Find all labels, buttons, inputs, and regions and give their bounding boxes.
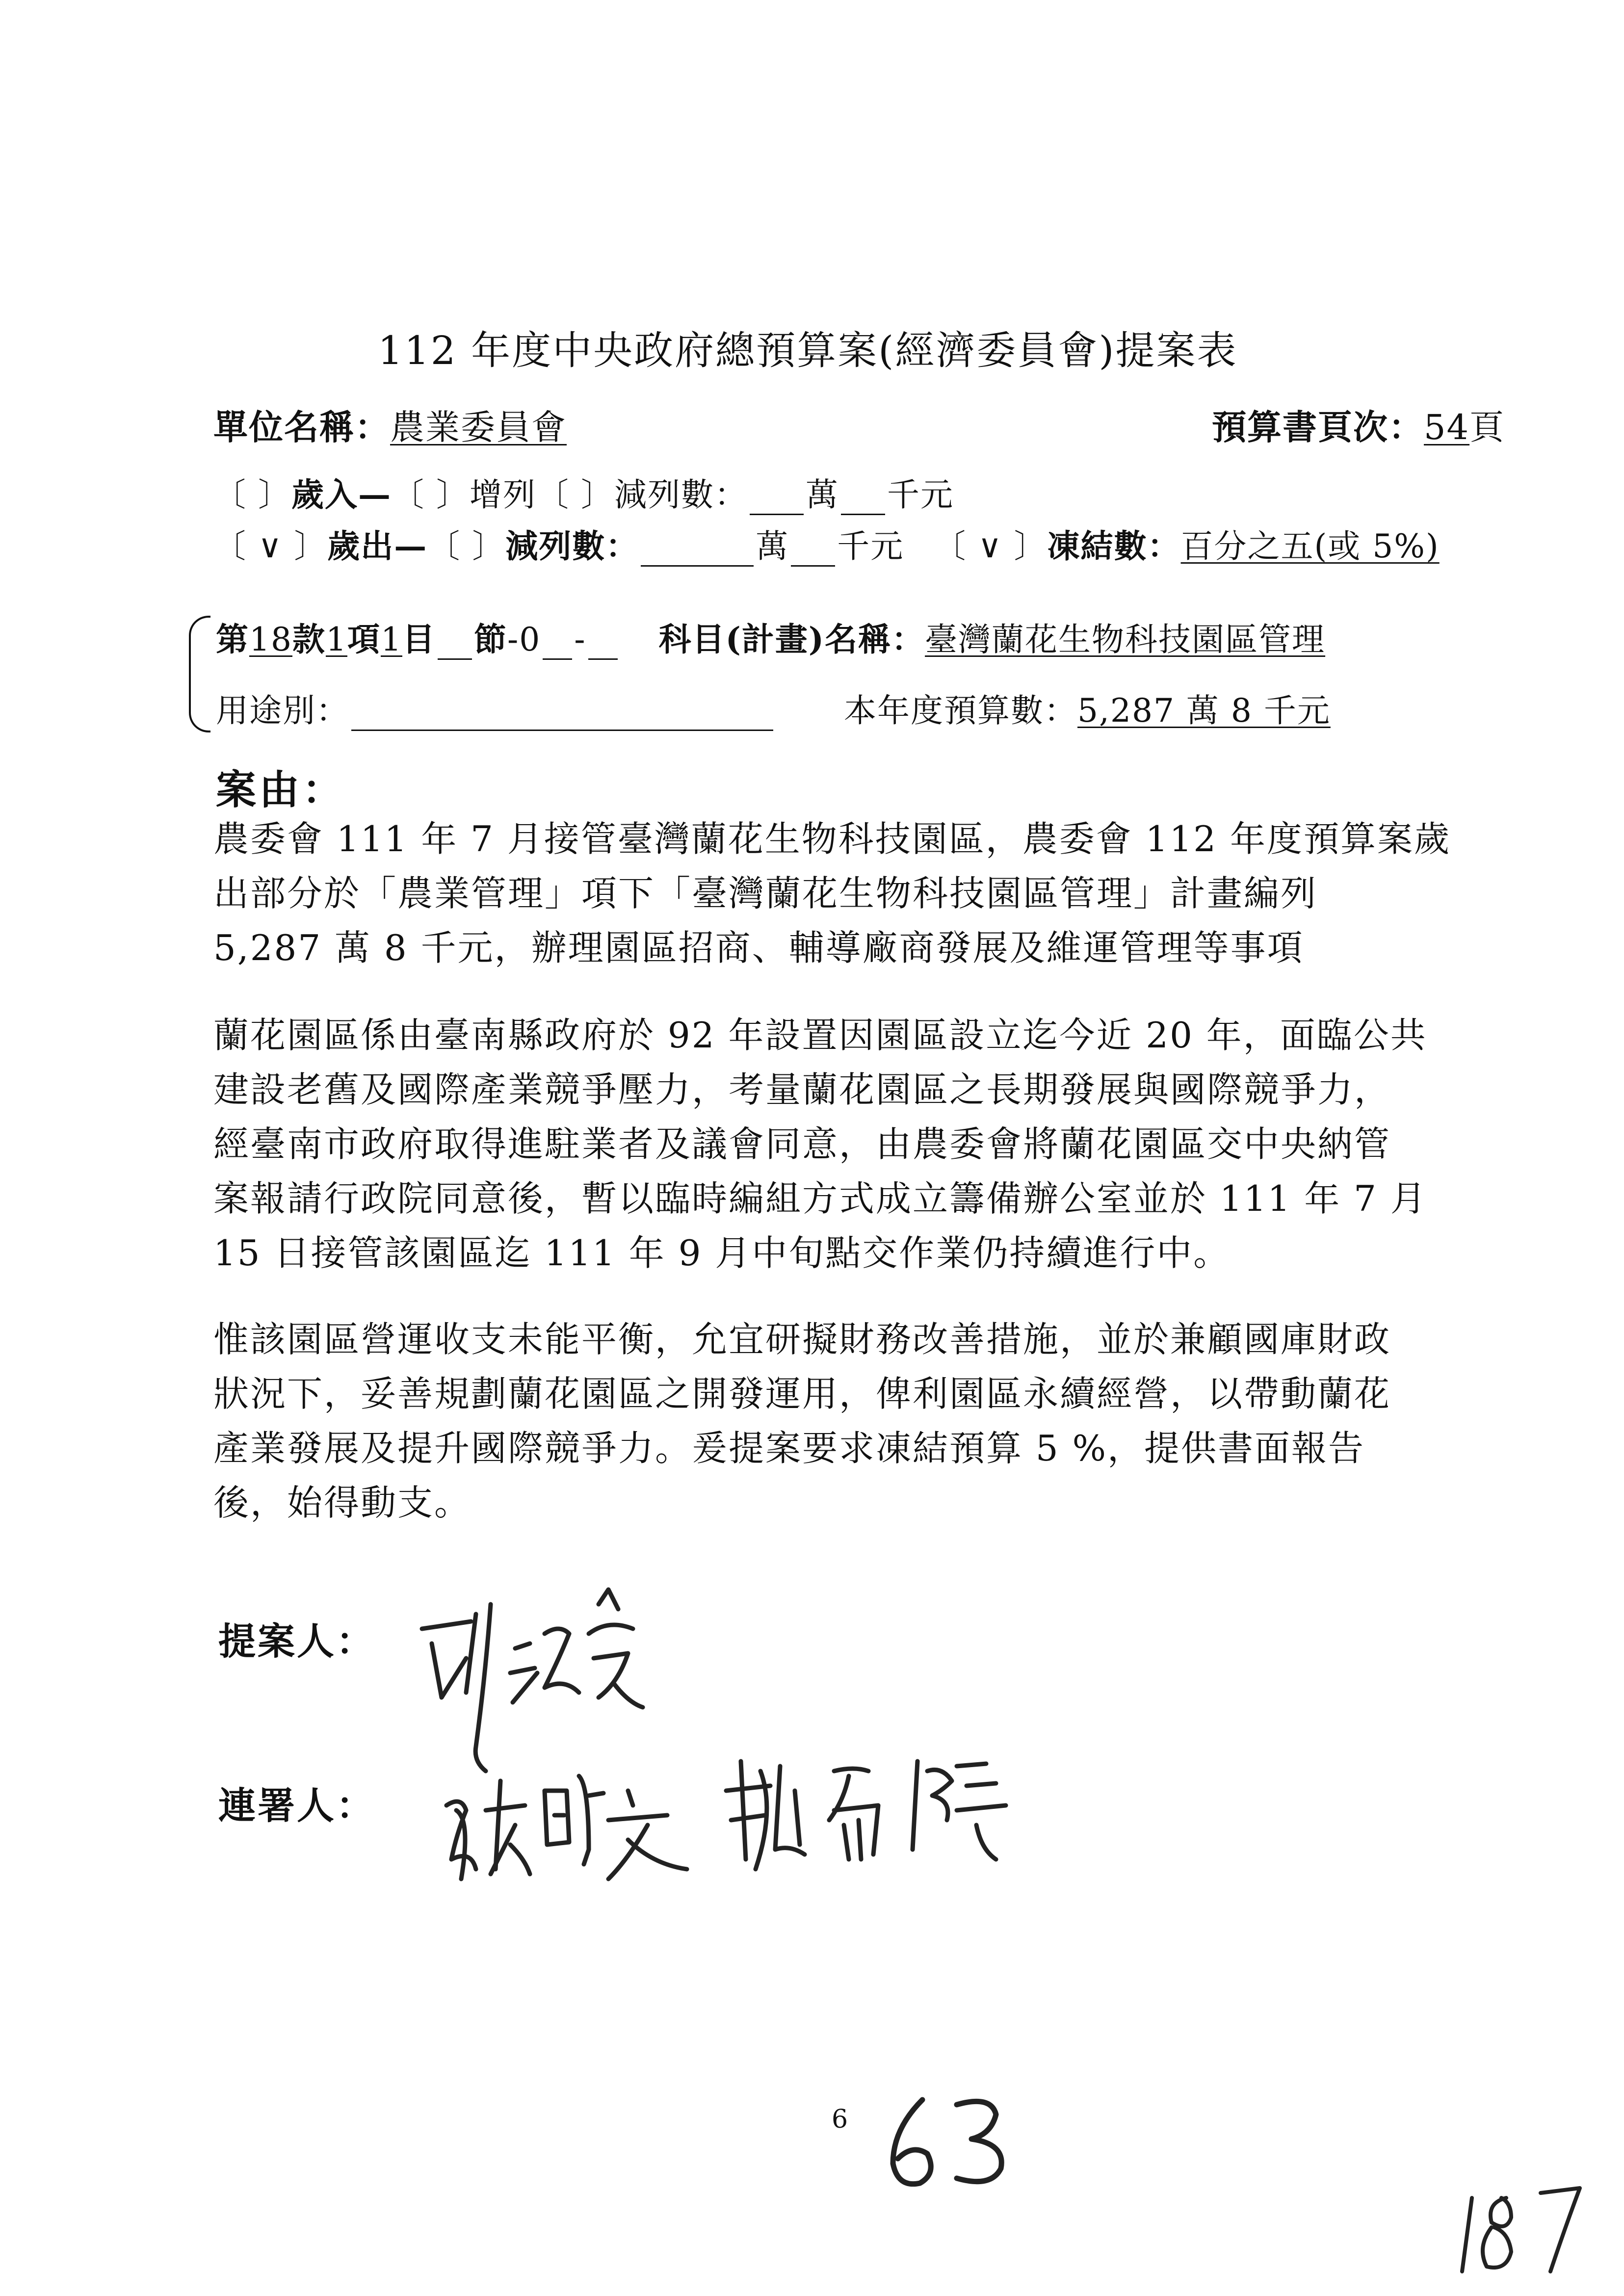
mu-label: 目: [402, 620, 436, 658]
increase-label: 增列: [469, 476, 536, 514]
freeze-checkbox: 〔 ∨ 〕: [933, 527, 1048, 565]
wan-unit: 萬: [756, 527, 789, 565]
subject-value: 臺灣蘭花生物科技園區管理: [925, 621, 1326, 658]
paragraph-2: [213, 1008, 1450, 1280]
page-ref-suffix: 頁: [1469, 407, 1505, 447]
expense-decrease-label: 減列數：: [505, 527, 639, 565]
xiang-label: 項: [347, 620, 381, 658]
budget-label: 本年度預算數：: [844, 692, 1077, 730]
budget-value: 5,287 萬 8 千元: [1077, 692, 1331, 730]
blank-usage: [351, 700, 773, 731]
income-checkbox: 〔 〕: [213, 476, 291, 514]
paragraph-line: 出部分於「農業管理」項下「臺灣蘭花生物科技園區管理」計畫編列: [213, 873, 1318, 914]
paragraph-line: 經臺南市政府取得進駐業者及議會同意，由農委會將蘭花園區交中央納管: [213, 1123, 1391, 1165]
unit-label: 單位名稱：: [213, 407, 390, 447]
income-decrease-label: 減列數：: [614, 476, 748, 514]
paragraph-line: 產業發展及提升國際競爭力。爰提案要求凍結預算 5 %，提供書面報告: [213, 1428, 1365, 1469]
paragraph-3: [213, 1312, 1450, 1530]
unit-row: [213, 400, 567, 449]
kuan-label: 款: [292, 620, 326, 658]
paragraph-line: 狀況下，妥善規劃蘭花園區之開發運用，俾利園區永續經營，以帶動蘭花: [213, 1373, 1391, 1414]
decrease-checkbox: 〔 〕: [536, 476, 614, 514]
paragraph-line: 後，始得動支。: [213, 1482, 471, 1523]
reason-heading: 案由：: [216, 766, 346, 813]
increase-checkbox: 〔 〕: [391, 476, 470, 514]
blank-qian: [841, 484, 885, 515]
paragraph-line: 15 日接管該園區迄 111 年 9 月中旬點交作業仍持續進行中。: [213, 1232, 1231, 1274]
usage-row: [216, 684, 775, 731]
blank-wan: [641, 536, 754, 567]
expense-label: 歲出—: [327, 527, 428, 565]
paragraph-line: 案報請行政院同意後，暫以臨時編組方式成立籌備辦公室並於 111 年 7 月: [213, 1178, 1427, 1219]
handwritten-63-drawing: [878, 2090, 1025, 2193]
di-label: 第: [216, 620, 249, 658]
freeze-value: 百分之五(或 5%): [1180, 527, 1440, 565]
qian-unit: 千元: [887, 476, 954, 514]
item-row: [216, 613, 1325, 660]
page-number: 6: [832, 2105, 848, 2134]
usage-label: 用途別：: [216, 692, 349, 730]
handwritten-page-63: [878, 2090, 1025, 2195]
blank-mu: [438, 629, 472, 660]
jie-label: 節: [473, 620, 507, 658]
wan-unit: 萬: [805, 476, 839, 514]
paragraph-line: 惟該園區營運收支未能平衡，允宜研擬財務改善措施，並於兼顧國庫財政: [213, 1319, 1391, 1360]
paragraph-line: 蘭花園區係由臺南縣政府於 92 年設置因園區設立迄今近 20 年，面臨公共: [213, 1015, 1427, 1056]
kuan-number: 18: [249, 621, 292, 658]
document-title: 112 年度中央政府總預算案(經濟委員會)提案表: [378, 328, 1238, 373]
cosigner-label: 連署人：: [218, 1784, 375, 1827]
paragraph-1: [213, 812, 1450, 975]
unit-value: 農業委員會: [390, 407, 567, 447]
handwritten-187-drawing: [1452, 2178, 1599, 2281]
freeze-label: 凍結數：: [1047, 527, 1181, 565]
budget-row: [844, 684, 1331, 731]
cosigner-signature-2: [721, 1742, 1016, 1879]
page-ref-value: 54: [1424, 407, 1470, 447]
subject-label: 科目(計畫)名稱：: [658, 620, 925, 658]
mu-number: 1: [380, 621, 402, 658]
blank-qian: [791, 536, 835, 567]
expense-decrease-checkbox: 〔 〕: [427, 527, 506, 565]
xiang-number: 1: [325, 621, 347, 658]
expense-row: [213, 520, 1440, 567]
blank-jie: [543, 629, 572, 660]
page-ref-row: [1212, 400, 1505, 449]
cosigner-signature-1: [442, 1747, 697, 1894]
paragraph-line: 農委會 111 年 7 月接管臺灣蘭花生物科技園區，農委會 112 年度預算案歲: [213, 818, 1451, 860]
paragraph-line: 5,287 萬 8 千元，辦理園區招商、輔導廠商發展及維運管理等事項: [213, 927, 1304, 968]
income-label: 歲入—: [291, 475, 392, 514]
handwritten-corner-187: [1452, 2178, 1599, 2283]
blank-tail: [588, 629, 618, 660]
dash: -: [574, 621, 586, 658]
proposer-label: 提案人：: [218, 1619, 375, 1663]
qian-unit: 千元: [837, 527, 904, 565]
blank-wan: [750, 484, 804, 515]
jie-tail: -0: [507, 621, 541, 658]
paragraph-line: 建設老舊及國際產業競爭壓力，考量蘭花園區之長期發展與國際競爭力，: [213, 1069, 1391, 1110]
page-ref-label: 預算書頁次：: [1212, 407, 1424, 447]
income-row: [213, 469, 954, 515]
expense-checkbox: 〔 ∨ 〕: [213, 527, 328, 565]
bracket-decoration: [189, 616, 210, 732]
